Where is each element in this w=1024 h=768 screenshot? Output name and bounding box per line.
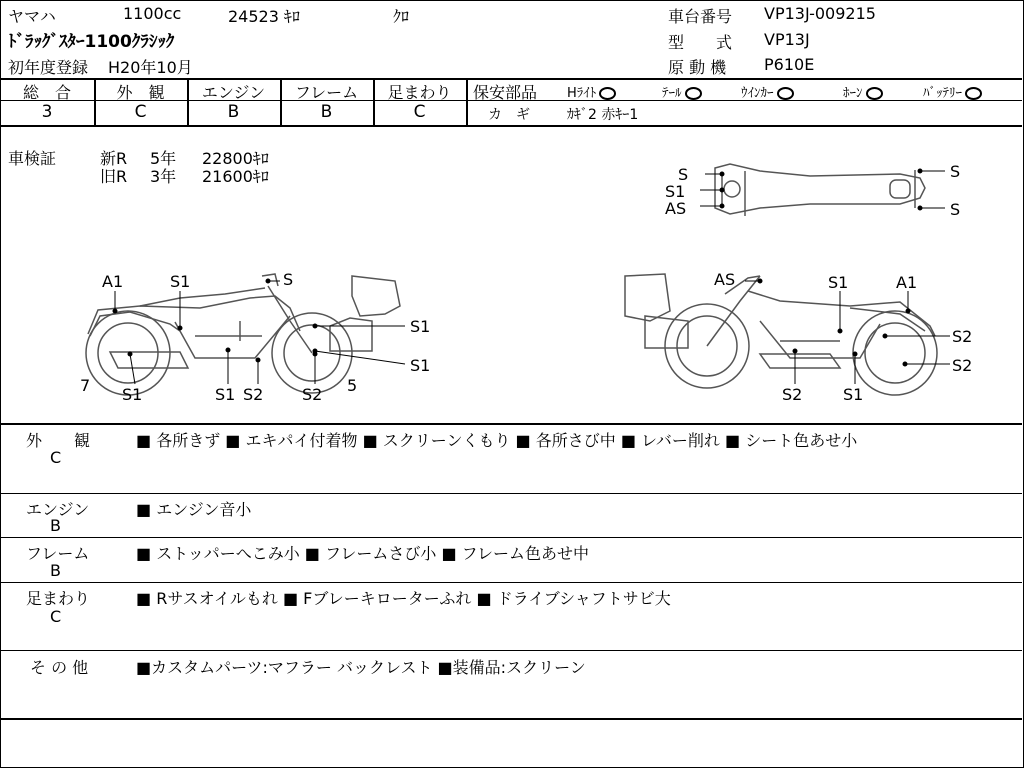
- ok-circle-icon: [965, 87, 982, 100]
- model-name: ﾄﾞﾗｯｸﾞｽﾀｰ1100ｸﾗｼｯｸ: [8, 32, 175, 52]
- grade-frame-value: B: [320, 102, 333, 122]
- safety-item-winker: ｳｲﾝｶｰ: [741, 82, 794, 101]
- key-value: ｶｷﾞ2 赤ｷｰ1: [567, 107, 639, 123]
- color: ｸﾛ: [393, 7, 410, 26]
- diagram-label: S2: [302, 385, 323, 404]
- detail-suspension-grade: C: [50, 607, 62, 626]
- detail-other-text: ■カスタムパーツ:マフラー バックレスト ■装備品:スクリーン: [136, 658, 586, 677]
- safety-item-horn: ﾎｰﾝ: [843, 82, 883, 101]
- key-label: カ ギ: [488, 107, 530, 123]
- inspection-new-years: 5年: [150, 149, 177, 168]
- detail-frame-grade: B: [50, 561, 61, 580]
- diagram-label: S2: [952, 327, 973, 346]
- type-label: 型 式: [668, 33, 733, 52]
- diagram-label: S1: [170, 272, 191, 291]
- detail-suspension-label: 足まわり: [26, 589, 91, 608]
- details-row-line: [0, 493, 1022, 494]
- diagram-label: S1: [828, 273, 849, 292]
- diagram-label: AS: [714, 270, 736, 289]
- detail-other-label: そ の 他: [30, 658, 89, 677]
- grade-engine-value: B: [227, 102, 240, 122]
- grade-frame-label: フレーム: [294, 83, 359, 102]
- inspection-old-years: 3年: [150, 167, 177, 186]
- detail-frame-label: フレーム: [26, 544, 90, 563]
- diagram-label: S2: [782, 385, 803, 404]
- grade-suspension-label: 足まわり: [387, 83, 452, 102]
- safety-item-headlight: Hﾗｲﾄ: [567, 82, 616, 101]
- frame-no-label: 車台番号: [668, 7, 733, 26]
- detail-suspension-text: ■ Rサスオイルもれ ■ Fブレーキローターふれ ■ ドライブシャフトサビ大: [136, 589, 671, 608]
- diagram-label: 7: [80, 376, 91, 395]
- ok-circle-icon: [777, 87, 794, 100]
- detail-engine-label: エンジン: [26, 500, 90, 519]
- grade-col-line: [466, 78, 468, 126]
- maker: ヤマハ: [8, 7, 56, 26]
- details-row-line: [0, 650, 1022, 651]
- inspection-old-label: 旧R: [100, 167, 128, 186]
- ok-circle-icon: [599, 87, 616, 100]
- detail-exterior-grade: C: [50, 448, 62, 467]
- first-reg-value: H20年10月: [108, 58, 193, 77]
- detail-exterior-label: 外 観: [26, 431, 91, 450]
- details-top-line: [0, 423, 1022, 425]
- inspection-old-km: 21600ｷﾛ: [202, 167, 269, 186]
- detail-engine-text: ■ エンジン音小: [136, 500, 252, 519]
- grade-engine-label: エンジン: [201, 83, 266, 102]
- engine-value: P610E: [764, 55, 815, 74]
- diagram-label: S1: [122, 385, 143, 404]
- diagram-label: A1: [896, 273, 918, 292]
- engine-label: 原 動 機: [668, 58, 727, 77]
- diagram-label: S1: [215, 385, 236, 404]
- details-row-line: [0, 537, 1022, 538]
- detail-exterior-text: ■ 各所きず ■ エキパイ付着物 ■ スクリーンくもり ■ 各所さび中 ■ レバー削れ ■ シート色あせ小: [136, 431, 858, 450]
- diagram-label-top-s1: S1: [665, 182, 686, 201]
- ok-circle-icon: [866, 87, 883, 100]
- safety-label: 保安部品: [473, 83, 538, 102]
- diagram-label-top-as: AS: [665, 199, 687, 218]
- details-bottom-line: [0, 718, 1022, 720]
- motorcycle-damage-diagram: [0, 126, 1022, 424]
- first-reg-label: 初年度登録: [8, 58, 89, 77]
- grade-exterior-value: C: [134, 102, 147, 122]
- inspection-new-label: 新R: [100, 149, 128, 168]
- details-row-line: [0, 582, 1022, 583]
- safety-item-tail: ﾃｰﾙ: [662, 82, 702, 101]
- detail-frame-text: ■ ストッパーへこみ小 ■ フレームさび小 ■ フレーム色あせ中: [136, 544, 590, 563]
- diagram-label: S2: [243, 385, 264, 404]
- diagram-label-top-s: S: [678, 165, 689, 184]
- diagram-label: S2: [952, 356, 973, 375]
- diagram-label: A1: [102, 272, 124, 291]
- ok-circle-icon: [685, 87, 702, 100]
- diagram-label: S1: [843, 385, 864, 404]
- grade-suspension-value: C: [413, 102, 426, 122]
- diagram-label-top-rs: S: [950, 162, 961, 181]
- diagram-label: S: [283, 270, 294, 289]
- right-side-bike: [625, 274, 937, 395]
- diagram-label: S1: [410, 356, 431, 375]
- detail-engine-grade: B: [50, 516, 61, 535]
- top-view-bike: [715, 164, 925, 216]
- diagram-label-top-rs2: S: [950, 200, 961, 219]
- diagram-label: S1: [410, 317, 431, 336]
- diagram-label: 5: [347, 376, 358, 395]
- mileage: 24523 ｷﾛ: [228, 7, 300, 26]
- inspection-label: 車検証: [8, 149, 57, 168]
- frame-no-value: VP13J-009215: [764, 4, 876, 23]
- grade-exterior-label: 外 観: [116, 83, 165, 102]
- safety-item-battery: ﾊﾞｯﾃﾘｰ: [923, 82, 982, 101]
- grade-overall-label: 総 合: [22, 83, 71, 102]
- displacement: 1100cc: [123, 4, 182, 23]
- inspection-new-km: 22800ｷﾛ: [202, 149, 269, 168]
- grade-overall-value: 3: [41, 102, 53, 122]
- type-value: VP13J: [764, 30, 810, 49]
